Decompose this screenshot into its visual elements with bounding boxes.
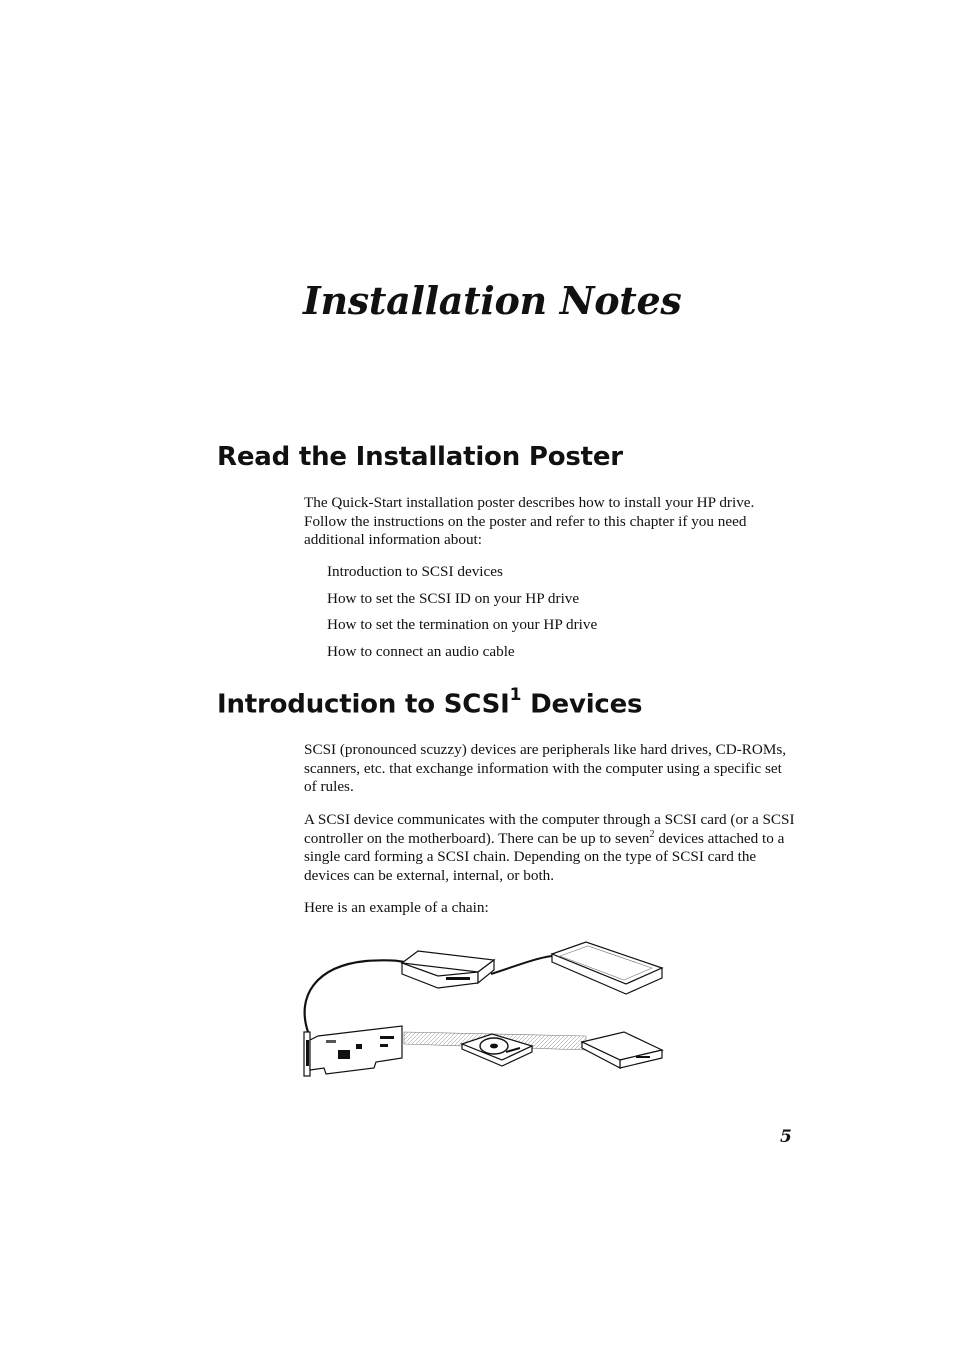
footnote-marker: 1 — [509, 685, 522, 705]
scsi-chain-paragraph — [304, 811, 796, 885]
list-item: Introduction to SCSI devices — [327, 563, 503, 580]
chain-example-intro: Here is an example of a chain: — [304, 899, 489, 916]
external-cdrom-drive — [402, 951, 494, 988]
paragraph-text: devices attached to a single card forming a SCSI chain. Depending on the type of SCSI card the devices can be external, internal, or both. — [304, 829, 785, 884]
heading-text: Introduction to SCSI — [217, 689, 510, 720]
scsi-card — [304, 1026, 402, 1076]
chapter-title: Installation Notes — [303, 278, 682, 323]
internal-cdrom-drive — [582, 1032, 662, 1068]
footnote-marker: 2 — [649, 828, 655, 840]
section-heading-poster: Read the Installation Poster — [217, 442, 623, 472]
flatbed-scanner — [552, 942, 662, 994]
list-item: How to set the termination on your HP drive — [327, 616, 598, 634]
list-item: How to set the SCSI ID on your HP drive — [327, 589, 580, 607]
list-item: How to connect an audio cable — [327, 642, 515, 660]
poster-intro-paragraph: The Quick-Start installation poster describes how to install your HP drive. Follow the instructions on the poster and refer to this chapter if you need additional information about: — [304, 494, 755, 548]
scsi-definition-paragraph: SCSI (pronounced scuzzy) devices are peripherals like hard drives, CD-ROMs, scanners, etc. that exchange information with the computer using a specific set of rules. — [304, 741, 787, 795]
topic-list — [327, 562, 597, 668]
scsi-chain-illustration — [296, 936, 668, 1080]
paragraph-text: A SCSI device communicates with the computer through a SCSI card (or a SCSI controller on the motherboard). There can be up to seven — [304, 811, 795, 847]
page-number: 5 — [780, 1127, 792, 1147]
heading-text-end: Devices — [521, 689, 643, 720]
section-heading-scsi — [217, 685, 643, 720]
external-cable — [305, 960, 404, 1032]
external-cable — [491, 956, 552, 974]
